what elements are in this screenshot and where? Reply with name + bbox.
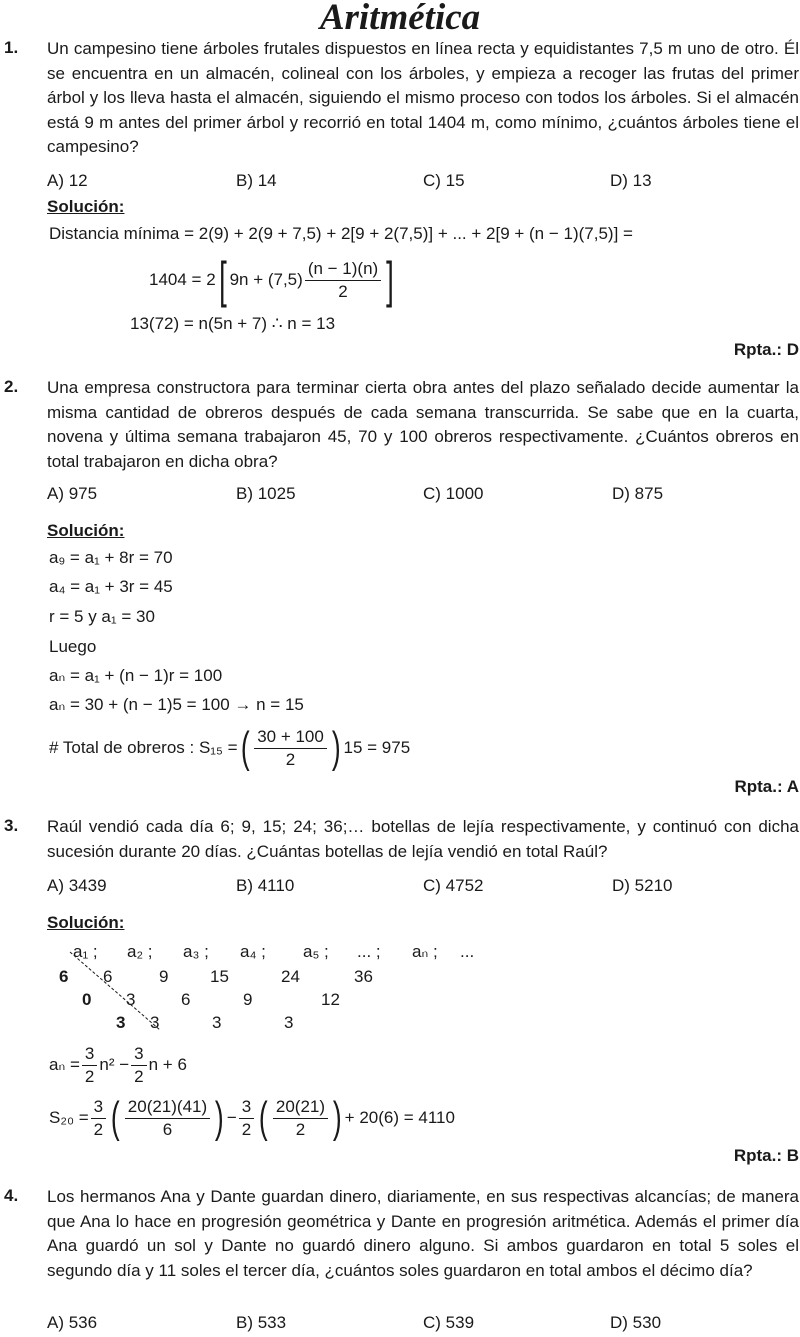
fraction: [91, 1096, 106, 1141]
question-3-options: [47, 876, 797, 900]
answer-label: Rpta.: A: [734, 777, 799, 796]
table-value: 3: [212, 1013, 222, 1032]
question-number-4: 4.: [4, 1186, 19, 1205]
fraction: [273, 1096, 328, 1141]
table-value: 15: [210, 967, 229, 986]
solution-line: 13(72) = n(5n + 7) ∴ n = 13: [130, 314, 336, 333]
fraction-numerator: 20(21)(41): [125, 1096, 210, 1119]
term-label: ...: [460, 942, 475, 961]
question-1-text: Un campesino tiene árboles frutales dispuestos en línea recta y equidistantes 7,5 m uno de otro. Él se encuentra en un almacén, colineal con los árboles, y empieza a recoger las frutas del primer árbol y los lleva hasta el almacén, siguiendo el mismo proceso con todos los árboles. Si el almacén está 9 m antes del primer árbol y recorrió en total 1404 m, como mínimo, ¿cuántos árboles tiene el campesino?: [47, 39, 799, 156]
option-a: A) 3439: [47, 876, 107, 895]
question-number-3: 3.: [4, 816, 19, 835]
fraction-numerator: (n − 1)(n): [305, 258, 381, 281]
question-4-options: [47, 1313, 797, 1337]
table-value: 36: [354, 967, 373, 986]
term-label: a₂ ;: [127, 942, 153, 961]
option-c: C) 4752: [423, 876, 484, 895]
right-bracket: ]: [386, 252, 394, 308]
fraction-numerator: 20(21): [273, 1096, 328, 1119]
fraction-numerator: 3: [91, 1096, 106, 1119]
term-label: a₅ ;: [303, 942, 329, 961]
fraction-numerator: 3: [131, 1043, 146, 1066]
sum-prefix: S₂₀ =: [49, 1108, 89, 1127]
term-label: a₁ ;: [73, 942, 98, 961]
option-a: A) 536: [47, 1313, 98, 1332]
diagonal-dashed-line: [0, 942, 200, 1037]
solution-equation: [149, 252, 397, 308]
fraction-denominator: 2: [93, 1119, 104, 1139]
fraction-denominator: 2: [285, 749, 296, 769]
question-4-text: Los hermanos Ana y Dante guardan dinero, diariamente, en sus respectivas alcancías; de manera que Ana lo hace en progresión geométrica y Dante en progresión aritmética. Además el primer día Ana guardó un sol y Dante no guardó dinero alguno. Si ambos guardaron en total 5 soles el segundo día y 11 soles el tercer día, ¿cuántos soles guardaron en total ambos el décimo día?: [47, 1187, 799, 1280]
option-a: A) 975: [47, 484, 98, 503]
difference-table: [0, 942, 520, 1032]
option-c: C) 15: [423, 171, 465, 190]
fraction-denominator: 2: [295, 1119, 306, 1139]
option-b: B) 1025: [236, 484, 296, 503]
fraction-denominator: 2: [338, 281, 348, 301]
option-c: C) 539: [423, 1313, 475, 1332]
right-paren: ): [215, 1093, 224, 1142]
table-value: 6: [103, 967, 113, 986]
fraction: [82, 1043, 97, 1088]
option-b: B) 4110: [236, 876, 295, 895]
sum-suffix: + 20(6) = 4110: [344, 1108, 455, 1127]
option-d: D) 530: [610, 1313, 662, 1332]
fraction: [305, 258, 381, 303]
option-d: D) 13: [610, 171, 652, 190]
fraction-numerator: 30 + 100: [254, 726, 327, 749]
question-number-1: 1.: [4, 38, 19, 57]
left-bracket: [: [218, 252, 227, 308]
row-lead: 3: [116, 1013, 126, 1032]
fraction-denominator: 2: [134, 1066, 144, 1086]
fraction: [239, 1096, 254, 1141]
left-paren: (: [259, 1093, 268, 1142]
table-value: 3: [150, 1013, 160, 1032]
fraction-numerator: 3: [239, 1096, 254, 1119]
table-value: 9: [159, 967, 169, 986]
right-paren: ): [331, 723, 341, 772]
solution-line: a₉ = a₁ + 8r = 70: [49, 548, 173, 567]
solution-general-term: [49, 1040, 187, 1090]
question-2-text: Una empresa constructora para terminar cierta obra antes del plazo señalado decide aumentar la misma cantidad de obreros después de cada semana transcurrida. Se sabe que en la cuarta, novena y última semana trabajaron 45, 70 y 100 obreros respectivamente. ¿Cuántos obreros en total trabajaron en dicha obra?: [47, 378, 799, 471]
fraction: [131, 1043, 146, 1088]
table-value: 12: [321, 990, 340, 1009]
fraction-denominator: 2: [241, 1119, 252, 1139]
question-number-2: 2.: [4, 377, 19, 396]
option-a: A) 12: [47, 171, 88, 190]
question-2-options: [47, 484, 797, 508]
an-prefix: aₙ =: [49, 1055, 80, 1074]
fraction: [254, 726, 327, 771]
solution-line: Distancia mínima = 2(9) + 2(9 + 7,5) + 2[9 + 2(7,5)] + ... + 2[9 + (n − 1)(7,5)] =: [49, 224, 633, 243]
solution-line: a₄ = a₁ + 3r = 45: [49, 577, 173, 596]
option-b: B) 533: [236, 1313, 287, 1332]
fraction-numerator: 3: [82, 1043, 97, 1066]
fraction: [125, 1096, 210, 1141]
an-suffix: n + 6: [148, 1055, 187, 1074]
option-d: D) 5210: [612, 876, 673, 895]
left-paren: (: [111, 1093, 120, 1142]
equation-lhs: 1404 = 2: [149, 270, 216, 289]
question-1-options: [47, 171, 797, 195]
question-3-text: Raúl vendió cada día 6; 9, 15; 24; 36;… botellas de lejía respectivamente, y continuó con dicha sucesión durante 20 días. ¿Cuántas botellas de lejía vendió en total Raúl?: [47, 817, 799, 861]
table-value: 6: [181, 990, 191, 1009]
table-value: 3: [126, 990, 136, 1009]
solution-line: aₙ = 30 + (n − 1)5 = 100 → n = 15: [49, 695, 304, 714]
right-paren: ): [332, 1093, 342, 1142]
table-value: 24: [281, 967, 300, 986]
minus-sign: −: [226, 1108, 237, 1127]
answer-label: Rpta.: B: [733, 1146, 799, 1165]
total-prefix: # Total de obreros : S₁₅ =: [49, 738, 238, 757]
an-middle: n² −: [99, 1055, 130, 1074]
page-title: Aritmética: [319, 0, 481, 38]
left-paren: (: [240, 723, 250, 772]
table-value: 9: [243, 990, 253, 1009]
solution-line: aₙ = a₁ + (n − 1)r = 100: [49, 666, 223, 685]
equation-term: 9n + (7,5): [229, 270, 303, 289]
term-label: aₙ ;: [412, 942, 438, 961]
option-c: C) 1000: [423, 484, 484, 503]
solution-sum: [49, 1092, 455, 1144]
solution-label: Solución:: [47, 521, 125, 540]
term-label: a₄ ;: [240, 942, 266, 961]
table-value: 3: [284, 1013, 294, 1032]
solution-label: Solución:: [47, 913, 125, 932]
solution-line: Luego: [49, 637, 97, 656]
row-lead: 0: [82, 990, 92, 1009]
option-b: B) 14: [236, 171, 277, 190]
fraction-denominator: 2: [84, 1066, 95, 1086]
answer-label: Rpta.: D: [733, 340, 799, 359]
solution-total: [49, 722, 410, 774]
fraction-denominator: 6: [162, 1119, 173, 1139]
solution-label: Solución:: [47, 197, 125, 216]
term-label: ... ;: [357, 942, 381, 961]
solution-line: r = 5 y a₁ = 30: [49, 607, 155, 626]
term-label: a₃ ;: [183, 942, 209, 961]
row-lead: 6: [59, 967, 69, 986]
total-suffix: 15 = 975: [343, 738, 411, 757]
option-d: D) 875: [612, 484, 664, 503]
